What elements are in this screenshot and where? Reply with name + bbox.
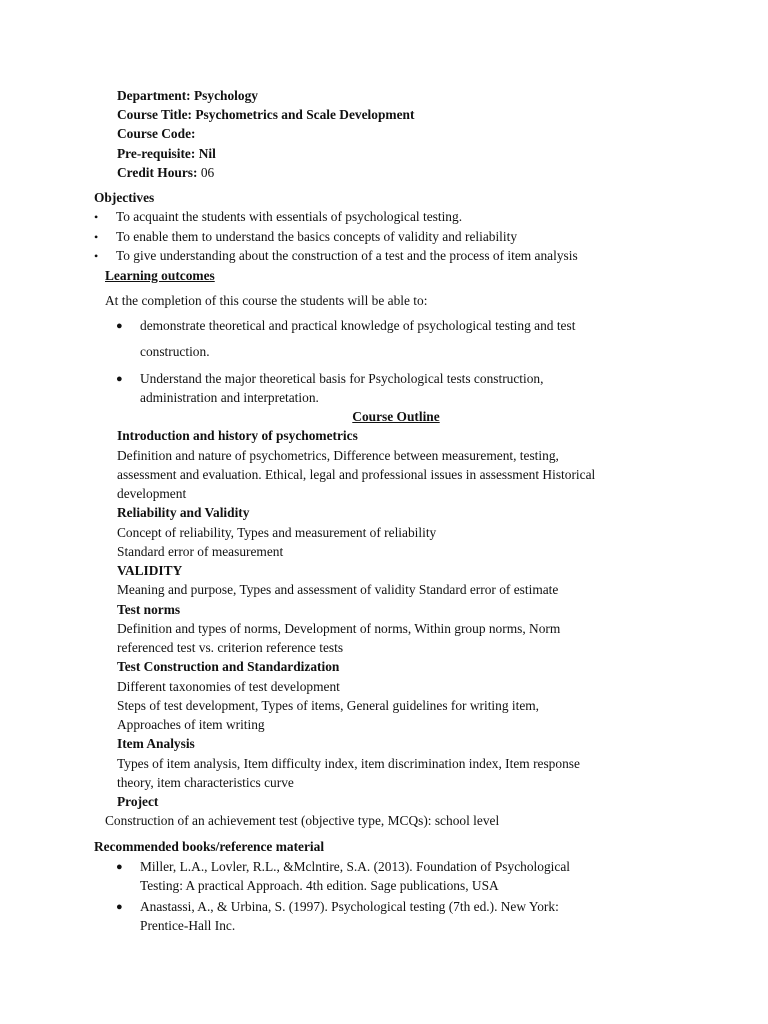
reference-line: Miller, L.A., Lovler, R.L., &Mclntire, S.A. (2013). Foundation of Psychological: [140, 859, 570, 874]
section-text: Definition and nature of psychometrics, Difference between measurement, testing,: [117, 448, 559, 463]
reference-line: Anastassi, A., & Urbina, S. (1997). Psychological testing (7th ed.). New York:: [140, 899, 559, 914]
section-heading: Reliability and Validity: [117, 505, 250, 520]
section-text: Meaning and purpose, Types and assessment of validity Standard error of estimate: [117, 582, 559, 597]
section-heading: Project: [117, 794, 159, 809]
credit-hours-label: Credit Hours:: [117, 165, 198, 180]
outcome-item-line: Understand the major theoretical basis for Psychological tests construction,: [140, 371, 544, 386]
credit-hours-value: 06: [200, 165, 215, 180]
outcome-item-line: demonstrate theoretical and practical knowledge of psychological testing and test: [140, 318, 576, 333]
section-text: Different taxonomies of test development: [117, 679, 340, 694]
course-outline-heading: Course Outline: [352, 409, 440, 424]
section-text: Concept of reliability, Types and measurement of reliability: [117, 525, 437, 540]
department-line: [117, 88, 258, 104]
prerequisite-line: [117, 146, 216, 162]
section-text: Definition and types of norms, Development of norms, Within group norms, Norm: [117, 621, 561, 636]
bullet-icon: ●: [116, 901, 123, 913]
outcome-item-line: construction.: [140, 344, 210, 359]
reference-line: Testing: A practical Approach. 4th edition. Sage publications, USA: [140, 878, 499, 893]
credit-hours-line: [117, 165, 214, 181]
section-heading: Item Analysis: [117, 736, 195, 751]
reference-line: Prentice-Hall Inc.: [140, 918, 236, 933]
learning-outcomes-heading: Learning outcomes: [105, 268, 215, 283]
department-label: Department:: [117, 88, 191, 103]
section-heading: Introduction and history of psychometrics: [117, 428, 358, 443]
course-title-value: Psychometrics and Scale Development: [195, 107, 415, 122]
bullet-icon: ●: [116, 373, 123, 385]
references-heading: Recommended books/reference material: [94, 839, 325, 854]
course-title-line: [117, 107, 414, 123]
learning-outcomes-intro: At the completion of this course the students will be able to:: [105, 293, 428, 308]
objectives-heading: Objectives: [94, 190, 155, 205]
section-text: Approaches of item writing: [117, 717, 265, 732]
section-heading: VALIDITY: [117, 563, 183, 578]
prerequisite-label: Pre-requisite:: [117, 146, 196, 161]
bullet-icon: •: [94, 249, 99, 263]
section-text: assessment and evaluation. Ethical, legal and professional issues in assessment Historical: [117, 467, 596, 482]
section-text: development: [117, 486, 187, 501]
course-code-line: [117, 126, 195, 142]
course-title-label: Course Title:: [117, 107, 193, 122]
section-text: Steps of test development, Types of items, General guidelines for writing item,: [117, 698, 540, 713]
bullet-icon: ●: [116, 861, 123, 873]
bullet-icon: •: [94, 230, 99, 244]
section-heading: Test Construction and Standardization: [117, 659, 340, 674]
objective-item: To enable them to understand the basics concepts of validity and reliability: [116, 229, 518, 244]
section-heading: Test norms: [117, 602, 181, 617]
objective-item: To give understanding about the construction of a test and the process of item analysis: [116, 248, 578, 263]
section-text: Types of item analysis, Item difficulty index, item discrimination index, Item response: [117, 756, 580, 771]
prerequisite-value: Nil: [198, 146, 216, 161]
course-code-label: Course Code:: [117, 126, 196, 141]
objective-item: To acquaint the students with essentials of psychological testing.: [116, 209, 463, 224]
outcome-item-line: administration and interpretation.: [140, 390, 319, 405]
department-value: Psychology: [193, 88, 258, 103]
section-text: theory, item characteristics curve: [117, 775, 294, 790]
section-text: Standard error of measurement: [117, 544, 284, 559]
section-text: referenced test vs. criterion reference tests: [117, 640, 344, 655]
bullet-icon: •: [94, 210, 99, 224]
section-text: Construction of an achievement test (objective type, MCQs): school level: [105, 813, 500, 828]
bullet-icon: ●: [116, 320, 123, 332]
